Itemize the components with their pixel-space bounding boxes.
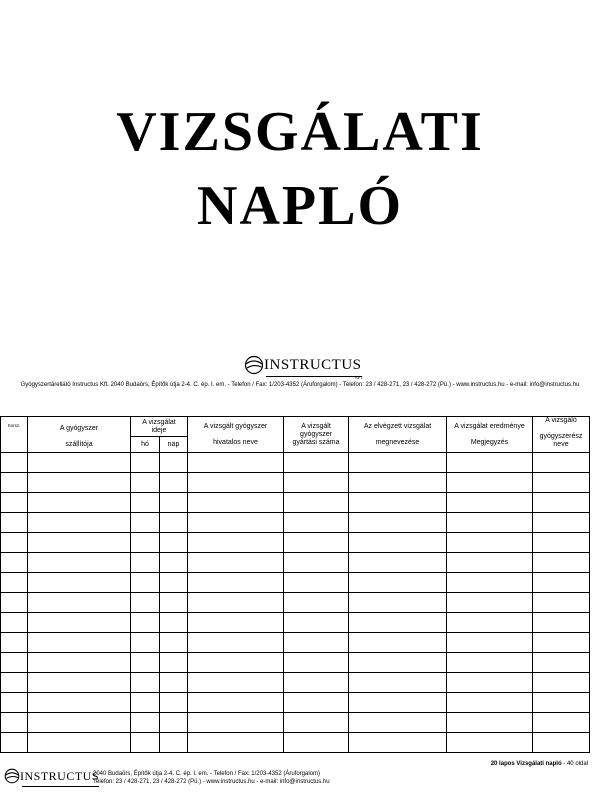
- table-cell: [284, 593, 349, 613]
- table-cell: [284, 613, 349, 633]
- table-cell: [284, 733, 349, 753]
- table-row: [1, 673, 590, 693]
- table-cell: [188, 713, 284, 733]
- table-cell: [447, 613, 533, 633]
- table-cell: [349, 533, 447, 553]
- table-cell: [188, 593, 284, 613]
- table-cell: [28, 493, 131, 513]
- table-cell: [533, 493, 590, 513]
- table-cell: [284, 673, 349, 693]
- table-cell: [284, 553, 349, 573]
- table-cell: [284, 653, 349, 673]
- header-test-date: A vizsgálat ideje: [131, 417, 188, 437]
- table-cell: [131, 473, 160, 493]
- table-cell: [28, 673, 131, 693]
- table-cell: [131, 533, 160, 553]
- table-cell: [28, 533, 131, 553]
- table-cell: [1, 673, 28, 693]
- table-cell: [131, 653, 160, 673]
- table-cell: [284, 473, 349, 493]
- company-info-line: Gyógyszertárellátó Instructus Kft. 2040 Budaörs, Építők útja 2-4. C. ép. I. em. - Telefon / Fax: 1/203-4352 (Áruforgalom) - Telefon: 23 / 428-271, 23 / 428-272 (Pü.) - www.instructus.hu - e-mail: info@instructus.hu: [20, 382, 580, 388]
- table-cell: [1, 693, 28, 713]
- table-cell: [131, 453, 160, 473]
- table-row: [1, 553, 590, 573]
- table-cell: [533, 613, 590, 633]
- table-cell: [1, 593, 28, 613]
- table-cell: [349, 673, 447, 693]
- header-day: nap: [160, 437, 188, 453]
- table-cell: [533, 553, 590, 573]
- table-row: [1, 613, 590, 633]
- table-cell: [533, 573, 590, 593]
- table-cell: [349, 553, 447, 573]
- table-cell: [160, 513, 188, 533]
- logo-wordmark: INSTRUCTUS: [20, 769, 99, 784]
- table-cell: [1, 473, 28, 493]
- logo-globe-icon: [244, 355, 264, 375]
- logo-globe-icon: [4, 768, 20, 784]
- table-cell: [160, 693, 188, 713]
- footer-address: 2040 Budaörs, Építők útja 2-4. C. ép. I. em. - Telefon / Fax: 1/203-4352 (Áruforgalom) Telefon: 23 / 428-271, 23 / 428-272 (Pü.) - www.instructus.hu - e-mail: info@instructus.hu: [93, 771, 330, 785]
- table-cell: [131, 593, 160, 613]
- table-cell: [447, 553, 533, 573]
- table-cell: [533, 693, 590, 713]
- table-cell: [447, 653, 533, 673]
- table-cell: [188, 733, 284, 753]
- table-cell: [28, 713, 131, 733]
- table-cell: [533, 533, 590, 553]
- table-cell: [349, 493, 447, 513]
- table-cell: [349, 473, 447, 493]
- table-cell: [160, 573, 188, 593]
- table-cell: [188, 693, 284, 713]
- table-row: [1, 473, 590, 493]
- table-cell: [28, 613, 131, 633]
- table-cell: [160, 653, 188, 673]
- table-cell: [188, 473, 284, 493]
- header-drug-name: A vizsgált gyógyszer hivatalos neve: [188, 417, 284, 453]
- table-cell: [533, 673, 590, 693]
- table-cell: [1, 453, 28, 473]
- table-row: [1, 633, 590, 653]
- table-cell: [188, 493, 284, 513]
- table-cell: [28, 593, 131, 613]
- table-cell: [131, 573, 160, 593]
- table-cell: [188, 533, 284, 553]
- table-cell: [1, 493, 28, 513]
- header-month: hó: [131, 437, 160, 453]
- table-row: [1, 573, 590, 593]
- title-line-1: VIZSGÁLATI: [116, 101, 484, 163]
- table-cell: [1, 653, 28, 673]
- header-tester: A vizsgáló gyógyszerész neve: [533, 417, 590, 453]
- table-cell: [349, 633, 447, 653]
- table-cell: [160, 713, 188, 733]
- table-cell: [131, 673, 160, 693]
- table-cell: [28, 633, 131, 653]
- table-cell: [533, 653, 590, 673]
- table-cell: [1, 513, 28, 533]
- table-cell: [349, 613, 447, 633]
- table-row: [1, 513, 590, 533]
- table-cell: [349, 573, 447, 593]
- page-count-note: 20 lapos Vizsgálati napló - 40 oldal: [490, 761, 588, 767]
- table-row: [1, 493, 590, 513]
- table-cell: [28, 653, 131, 673]
- header-batch-number: A vizsgált gyógyszer gyártási száma: [284, 417, 349, 453]
- table-cell: [447, 533, 533, 553]
- table-cell: [188, 613, 284, 633]
- table-cell: [160, 453, 188, 473]
- table-cell: [533, 513, 590, 533]
- table-cell: [533, 713, 590, 733]
- table-cell: [1, 533, 28, 553]
- table-cell: [131, 713, 160, 733]
- table-cell: [188, 573, 284, 593]
- table-cell: [1, 613, 28, 633]
- table-cell: [28, 693, 131, 713]
- table-cell: [188, 673, 284, 693]
- table-cell: [1, 553, 28, 573]
- table-cell: [188, 453, 284, 473]
- table-cell: [160, 473, 188, 493]
- table-cell: [284, 633, 349, 653]
- table-cell: [284, 533, 349, 553]
- table-cell: [533, 633, 590, 653]
- table-cell: [160, 533, 188, 553]
- table-row: [1, 733, 590, 753]
- table-cell: [188, 633, 284, 653]
- title-line-2: NAPLÓ: [197, 175, 403, 237]
- table-cell: [447, 713, 533, 733]
- table-cell: [284, 493, 349, 513]
- table-cell: [349, 453, 447, 473]
- table-cell: [447, 493, 533, 513]
- table-cell: [284, 713, 349, 733]
- table-cell: [284, 573, 349, 593]
- table-cell: [447, 453, 533, 473]
- table-cell: [533, 453, 590, 473]
- instructus-logo: [244, 355, 364, 380]
- table-cell: [131, 493, 160, 513]
- table-cell: [188, 653, 284, 673]
- table-cell: [447, 633, 533, 653]
- table-cell: [447, 593, 533, 613]
- table-cell: [533, 593, 590, 613]
- log-table: [0, 416, 590, 753]
- table-cell: [1, 633, 28, 653]
- table-cell: [447, 693, 533, 713]
- table-cell: [160, 733, 188, 753]
- table-cell: [160, 493, 188, 513]
- table-cell: [349, 513, 447, 533]
- table-cell: [1, 573, 28, 593]
- table-cell: [349, 733, 447, 753]
- table-cell: [284, 453, 349, 473]
- table-cell: [1, 733, 28, 753]
- table-cell: [284, 513, 349, 533]
- table-cell: [28, 513, 131, 533]
- table-cell: [160, 673, 188, 693]
- table-cell: [349, 593, 447, 613]
- table-cell: [1, 713, 28, 733]
- table-row: [1, 693, 590, 713]
- table-cell: [160, 633, 188, 653]
- table-row: [1, 653, 590, 673]
- table-cell: [131, 513, 160, 533]
- table-cell: [28, 573, 131, 593]
- table-cell: [131, 613, 160, 633]
- table-cell: [28, 553, 131, 573]
- header-test-name: Az elvégzett vizsgálat megnevezése: [349, 417, 447, 453]
- table-cell: [160, 553, 188, 573]
- table-cell: [131, 633, 160, 653]
- table-cell: [131, 693, 160, 713]
- table-cell: [188, 553, 284, 573]
- table-cell: [160, 593, 188, 613]
- table-cell: [131, 553, 160, 573]
- table-cell: [447, 673, 533, 693]
- table-row: [1, 713, 590, 733]
- table-cell: [131, 733, 160, 753]
- table-cell: [447, 513, 533, 533]
- table-cell: [349, 693, 447, 713]
- table-cell: [447, 733, 533, 753]
- header-supplier: A gyógyszer szállítója: [28, 417, 131, 453]
- table-cell: [533, 733, 590, 753]
- table-cell: [447, 473, 533, 493]
- table-row: [1, 593, 590, 613]
- header-sorsz: Sorsz.: [1, 417, 28, 453]
- instructus-logo-footer: [4, 768, 99, 784]
- table-cell: [28, 453, 131, 473]
- table-cell: [28, 733, 131, 753]
- table-cell: [349, 653, 447, 673]
- table-cell: [188, 513, 284, 533]
- table-cell: [28, 473, 131, 493]
- table-cell: [447, 573, 533, 593]
- table-row: [1, 533, 590, 553]
- header-result: A vizsgálat eredménye Megjegyzés: [447, 417, 533, 453]
- table-row: [1, 453, 590, 473]
- table-cell: [533, 473, 590, 493]
- table-cell: [160, 613, 188, 633]
- table-cell: [284, 693, 349, 713]
- table-cell: [349, 713, 447, 733]
- logo-wordmark: INSTRUCTUS KFT.: [264, 356, 364, 380]
